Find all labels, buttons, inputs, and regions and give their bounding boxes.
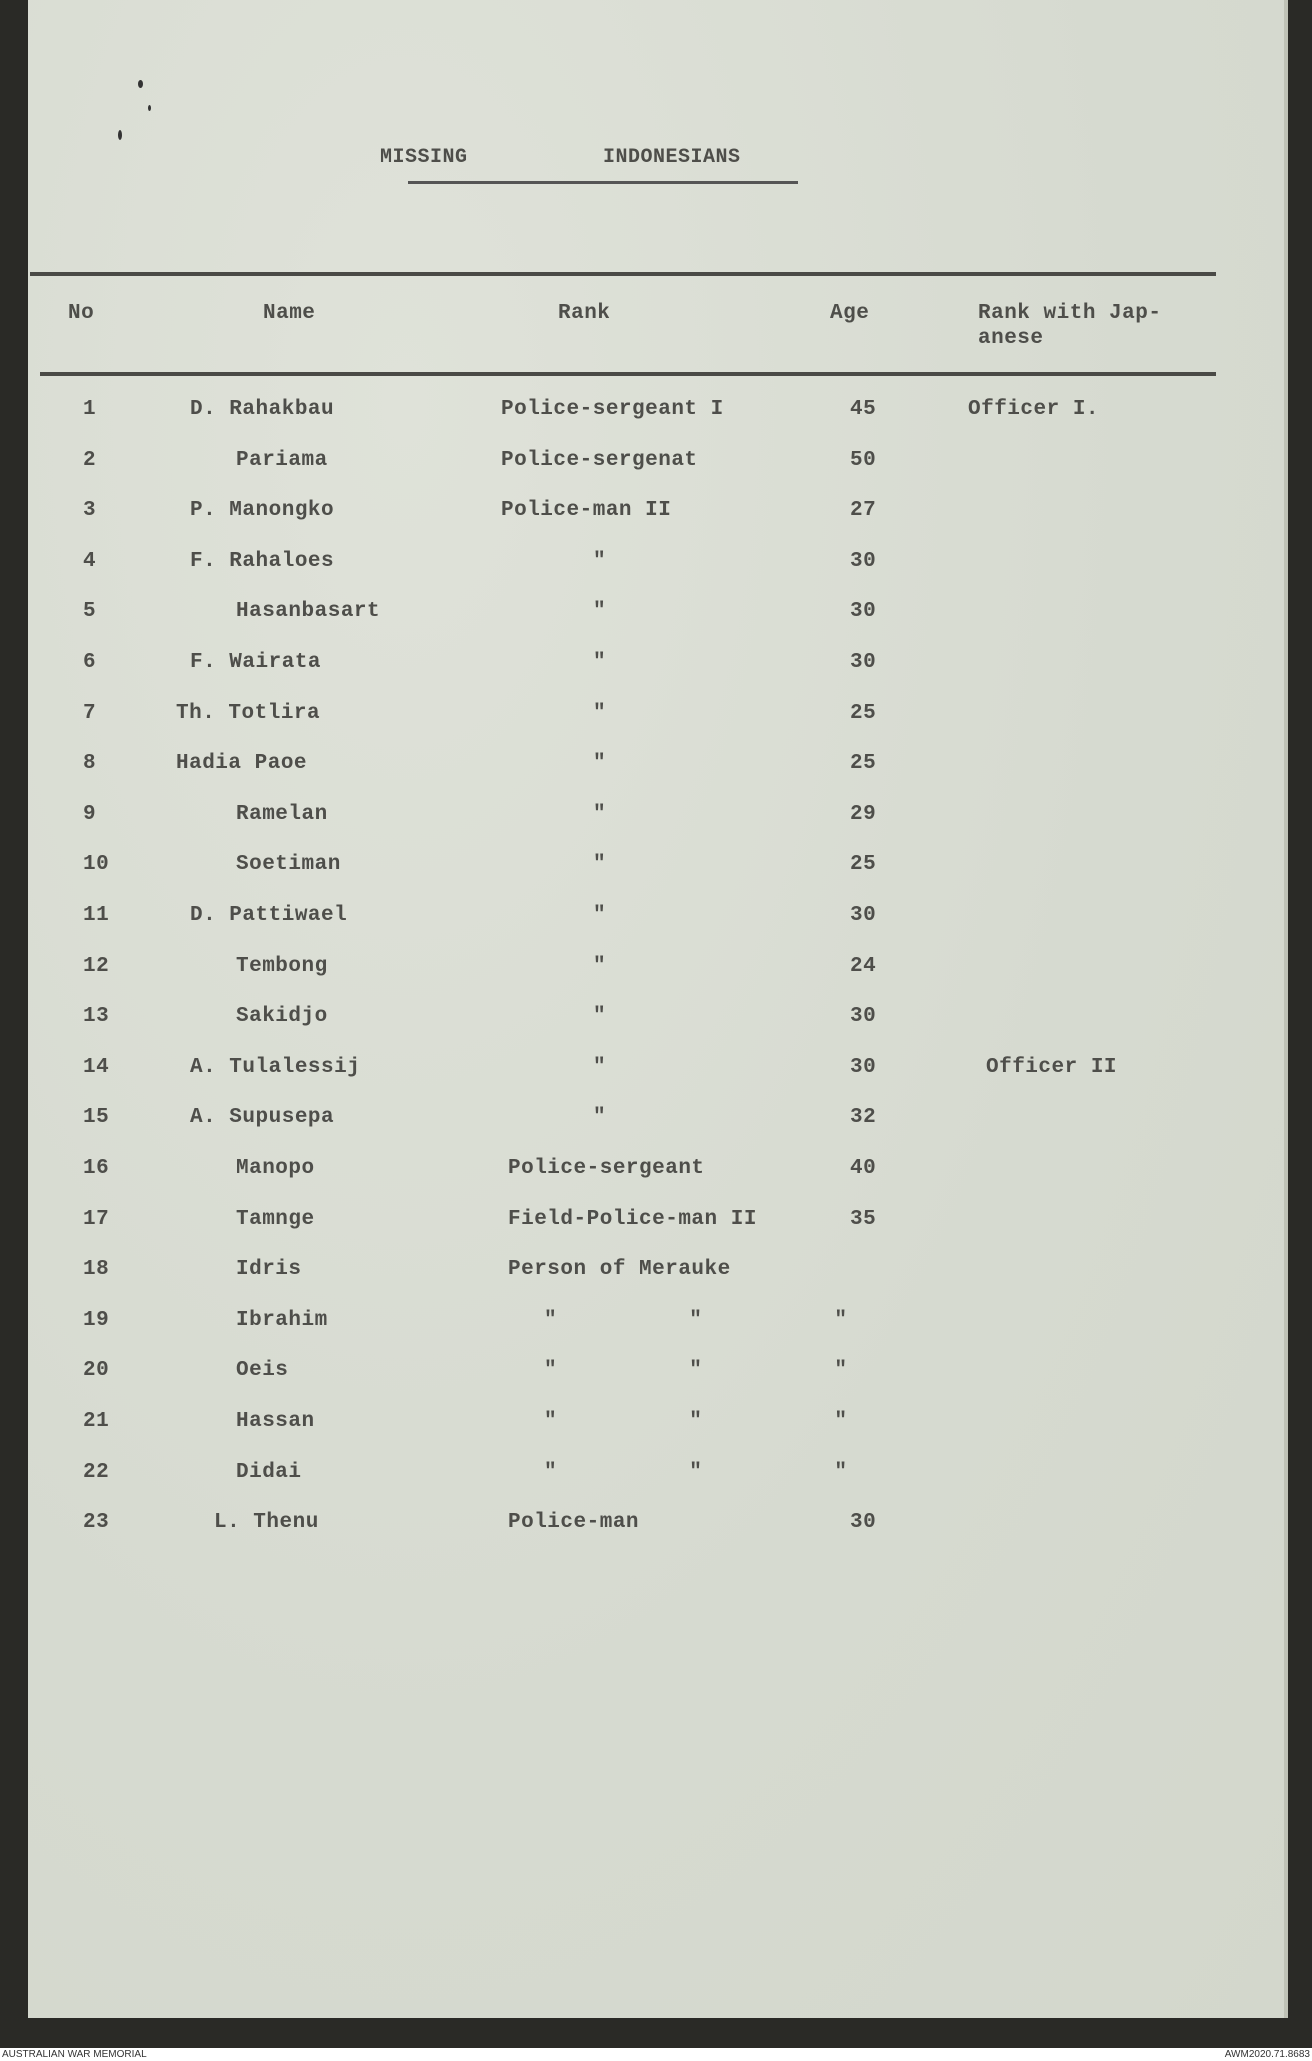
header-top-rule bbox=[30, 272, 1216, 276]
table-row bbox=[28, 702, 1284, 742]
row-name: Hadia Paoe bbox=[176, 752, 308, 776]
caption-bar bbox=[0, 2048, 1312, 2061]
row-rank: " bbox=[593, 954, 607, 978]
table-row bbox=[28, 600, 1284, 640]
title-underline bbox=[408, 181, 798, 184]
header-name: Name bbox=[263, 302, 316, 325]
table-row bbox=[28, 1208, 1284, 1248]
table-row bbox=[28, 1461, 1284, 1501]
row-age: 32 bbox=[850, 1106, 877, 1130]
row-name: F. Rahaloes bbox=[190, 549, 335, 573]
row-rank: Police-man bbox=[508, 1511, 640, 1535]
table-row bbox=[28, 449, 1284, 489]
row-number: 21 bbox=[83, 1410, 110, 1433]
row-rank: " " " bbox=[544, 1308, 908, 1332]
title-indonesians: INDONESIANS bbox=[603, 146, 741, 169]
table-row bbox=[28, 1157, 1284, 1197]
row-name: Tamnge bbox=[236, 1207, 315, 1231]
row-age: 45 bbox=[850, 398, 877, 421]
row-age: 30 bbox=[850, 600, 877, 624]
row-rank: " bbox=[593, 651, 607, 674]
row-name: F. Wairata bbox=[190, 651, 322, 674]
footer-institution: AUSTRALIAN WAR MEMORIAL bbox=[2, 2049, 147, 2060]
footer-accession: AWM2020.71.8683 bbox=[1224, 2049, 1310, 2060]
row-number: 1 bbox=[83, 398, 97, 421]
row-number: 18 bbox=[83, 1258, 110, 1282]
row-age: 29 bbox=[850, 802, 877, 826]
row-rank: " bbox=[593, 904, 607, 927]
row-age: 30 bbox=[850, 549, 877, 573]
row-age: 40 bbox=[850, 1157, 877, 1180]
table-row bbox=[28, 550, 1284, 590]
ink-speck bbox=[148, 105, 151, 111]
row-age: 25 bbox=[850, 701, 877, 725]
document-page bbox=[28, 0, 1284, 2018]
row-number: 22 bbox=[83, 1460, 110, 1484]
table-row bbox=[28, 398, 1284, 438]
row-number: 5 bbox=[83, 600, 97, 624]
row-age: 30 bbox=[850, 1005, 877, 1029]
table-row bbox=[28, 1106, 1284, 1146]
ink-speck bbox=[118, 130, 122, 140]
row-name: Idris bbox=[236, 1258, 302, 1282]
row-age: 30 bbox=[850, 651, 877, 674]
row-name: Soetiman bbox=[236, 853, 341, 877]
header-rank-japanese-2: anese bbox=[978, 327, 1044, 350]
row-rank: Police-man II bbox=[501, 499, 672, 523]
row-rank: " bbox=[593, 600, 607, 624]
table-row bbox=[28, 1258, 1284, 1298]
row-name: P. Manongko bbox=[190, 499, 335, 523]
table-row bbox=[28, 955, 1284, 995]
row-age: 35 bbox=[850, 1207, 877, 1231]
row-rank: " bbox=[593, 802, 607, 826]
row-name: Sakidjo bbox=[236, 1005, 328, 1029]
row-name: D. Rahakbau bbox=[190, 398, 335, 421]
row-number: 14 bbox=[83, 1055, 110, 1079]
row-name: Didai bbox=[236, 1460, 302, 1484]
paper-edge bbox=[1284, 0, 1288, 2018]
row-number: 16 bbox=[83, 1157, 110, 1180]
row-rank-japanese: Officer II bbox=[986, 1055, 1118, 1079]
row-name: L. Thenu bbox=[214, 1511, 319, 1535]
row-rank: " bbox=[593, 1055, 607, 1079]
row-number: 15 bbox=[83, 1106, 110, 1130]
header-bottom-rule bbox=[40, 372, 1216, 376]
table-row bbox=[28, 651, 1284, 691]
header-rank: Rank bbox=[558, 302, 611, 325]
row-rank: Police-sergenat bbox=[501, 448, 698, 472]
row-age: 30 bbox=[850, 904, 877, 927]
table-row bbox=[28, 853, 1284, 893]
row-age: 30 bbox=[850, 1055, 877, 1079]
row-name: Ramelan bbox=[236, 802, 328, 826]
row-rank: " " " bbox=[544, 1359, 908, 1383]
row-rank: " " " bbox=[544, 1410, 908, 1433]
table-row bbox=[28, 904, 1284, 944]
header-no: No bbox=[68, 302, 95, 325]
table-row bbox=[28, 1410, 1284, 1450]
row-name: Hasanbasart bbox=[236, 600, 381, 624]
row-number: 23 bbox=[83, 1511, 110, 1535]
row-number: 12 bbox=[83, 954, 110, 978]
table-row bbox=[28, 803, 1284, 843]
table-row bbox=[28, 499, 1284, 539]
row-number: 3 bbox=[83, 499, 97, 523]
ink-speck bbox=[138, 80, 143, 88]
row-name: A. Supusepa bbox=[190, 1106, 335, 1130]
table-row bbox=[28, 1056, 1284, 1096]
row-name: A. Tulalessij bbox=[190, 1055, 361, 1079]
row-name: Pariama bbox=[236, 448, 328, 472]
row-name: Th. Totlira bbox=[176, 701, 321, 725]
row-number: 13 bbox=[83, 1005, 110, 1029]
table-row bbox=[28, 1511, 1284, 1551]
row-number: 20 bbox=[83, 1359, 110, 1383]
row-rank: " " " bbox=[544, 1460, 908, 1484]
row-name: Manopo bbox=[236, 1157, 315, 1180]
table-row bbox=[28, 752, 1284, 792]
row-name: Hassan bbox=[236, 1410, 315, 1433]
row-number: 8 bbox=[83, 752, 97, 776]
row-number: 2 bbox=[83, 448, 97, 472]
row-age: 25 bbox=[850, 752, 877, 776]
row-name: D. Pattiwael bbox=[190, 904, 348, 927]
table-row bbox=[28, 1309, 1284, 1349]
row-rank: Police-sergeant I bbox=[501, 398, 724, 421]
row-number: 9 bbox=[83, 802, 97, 826]
title-missing: MISSING bbox=[380, 146, 468, 169]
row-rank-japanese: Officer I. bbox=[968, 398, 1100, 421]
row-number: 4 bbox=[83, 549, 97, 573]
row-rank: " bbox=[593, 853, 607, 877]
row-age: 25 bbox=[850, 853, 877, 877]
table-row bbox=[28, 1359, 1284, 1399]
row-name: Ibrahim bbox=[236, 1308, 328, 1332]
row-number: 7 bbox=[83, 701, 97, 725]
row-rank: " bbox=[593, 752, 607, 776]
row-rank: " bbox=[593, 1005, 607, 1029]
row-age: 27 bbox=[850, 499, 877, 523]
row-rank: " bbox=[593, 549, 607, 573]
row-rank: " bbox=[593, 701, 607, 725]
row-number: 19 bbox=[83, 1308, 110, 1332]
row-rank: Person of Merauke bbox=[508, 1258, 731, 1282]
row-number: 17 bbox=[83, 1207, 110, 1231]
row-rank: " bbox=[593, 1106, 607, 1130]
table-row bbox=[28, 1005, 1284, 1045]
row-age: 24 bbox=[850, 954, 877, 978]
row-rank: Field-Police-man II bbox=[508, 1207, 757, 1231]
row-age: 30 bbox=[850, 1511, 877, 1535]
header-age: Age bbox=[830, 302, 870, 325]
row-name: Tembong bbox=[236, 954, 328, 978]
row-age: 50 bbox=[850, 448, 877, 472]
header-rank-japanese-1: Rank with Jap- bbox=[978, 302, 1162, 325]
row-number: 6 bbox=[83, 651, 97, 674]
row-number: 11 bbox=[83, 904, 110, 927]
row-name: Oeis bbox=[236, 1359, 289, 1383]
row-rank: Police-sergeant bbox=[508, 1157, 705, 1180]
row-number: 10 bbox=[83, 853, 110, 877]
